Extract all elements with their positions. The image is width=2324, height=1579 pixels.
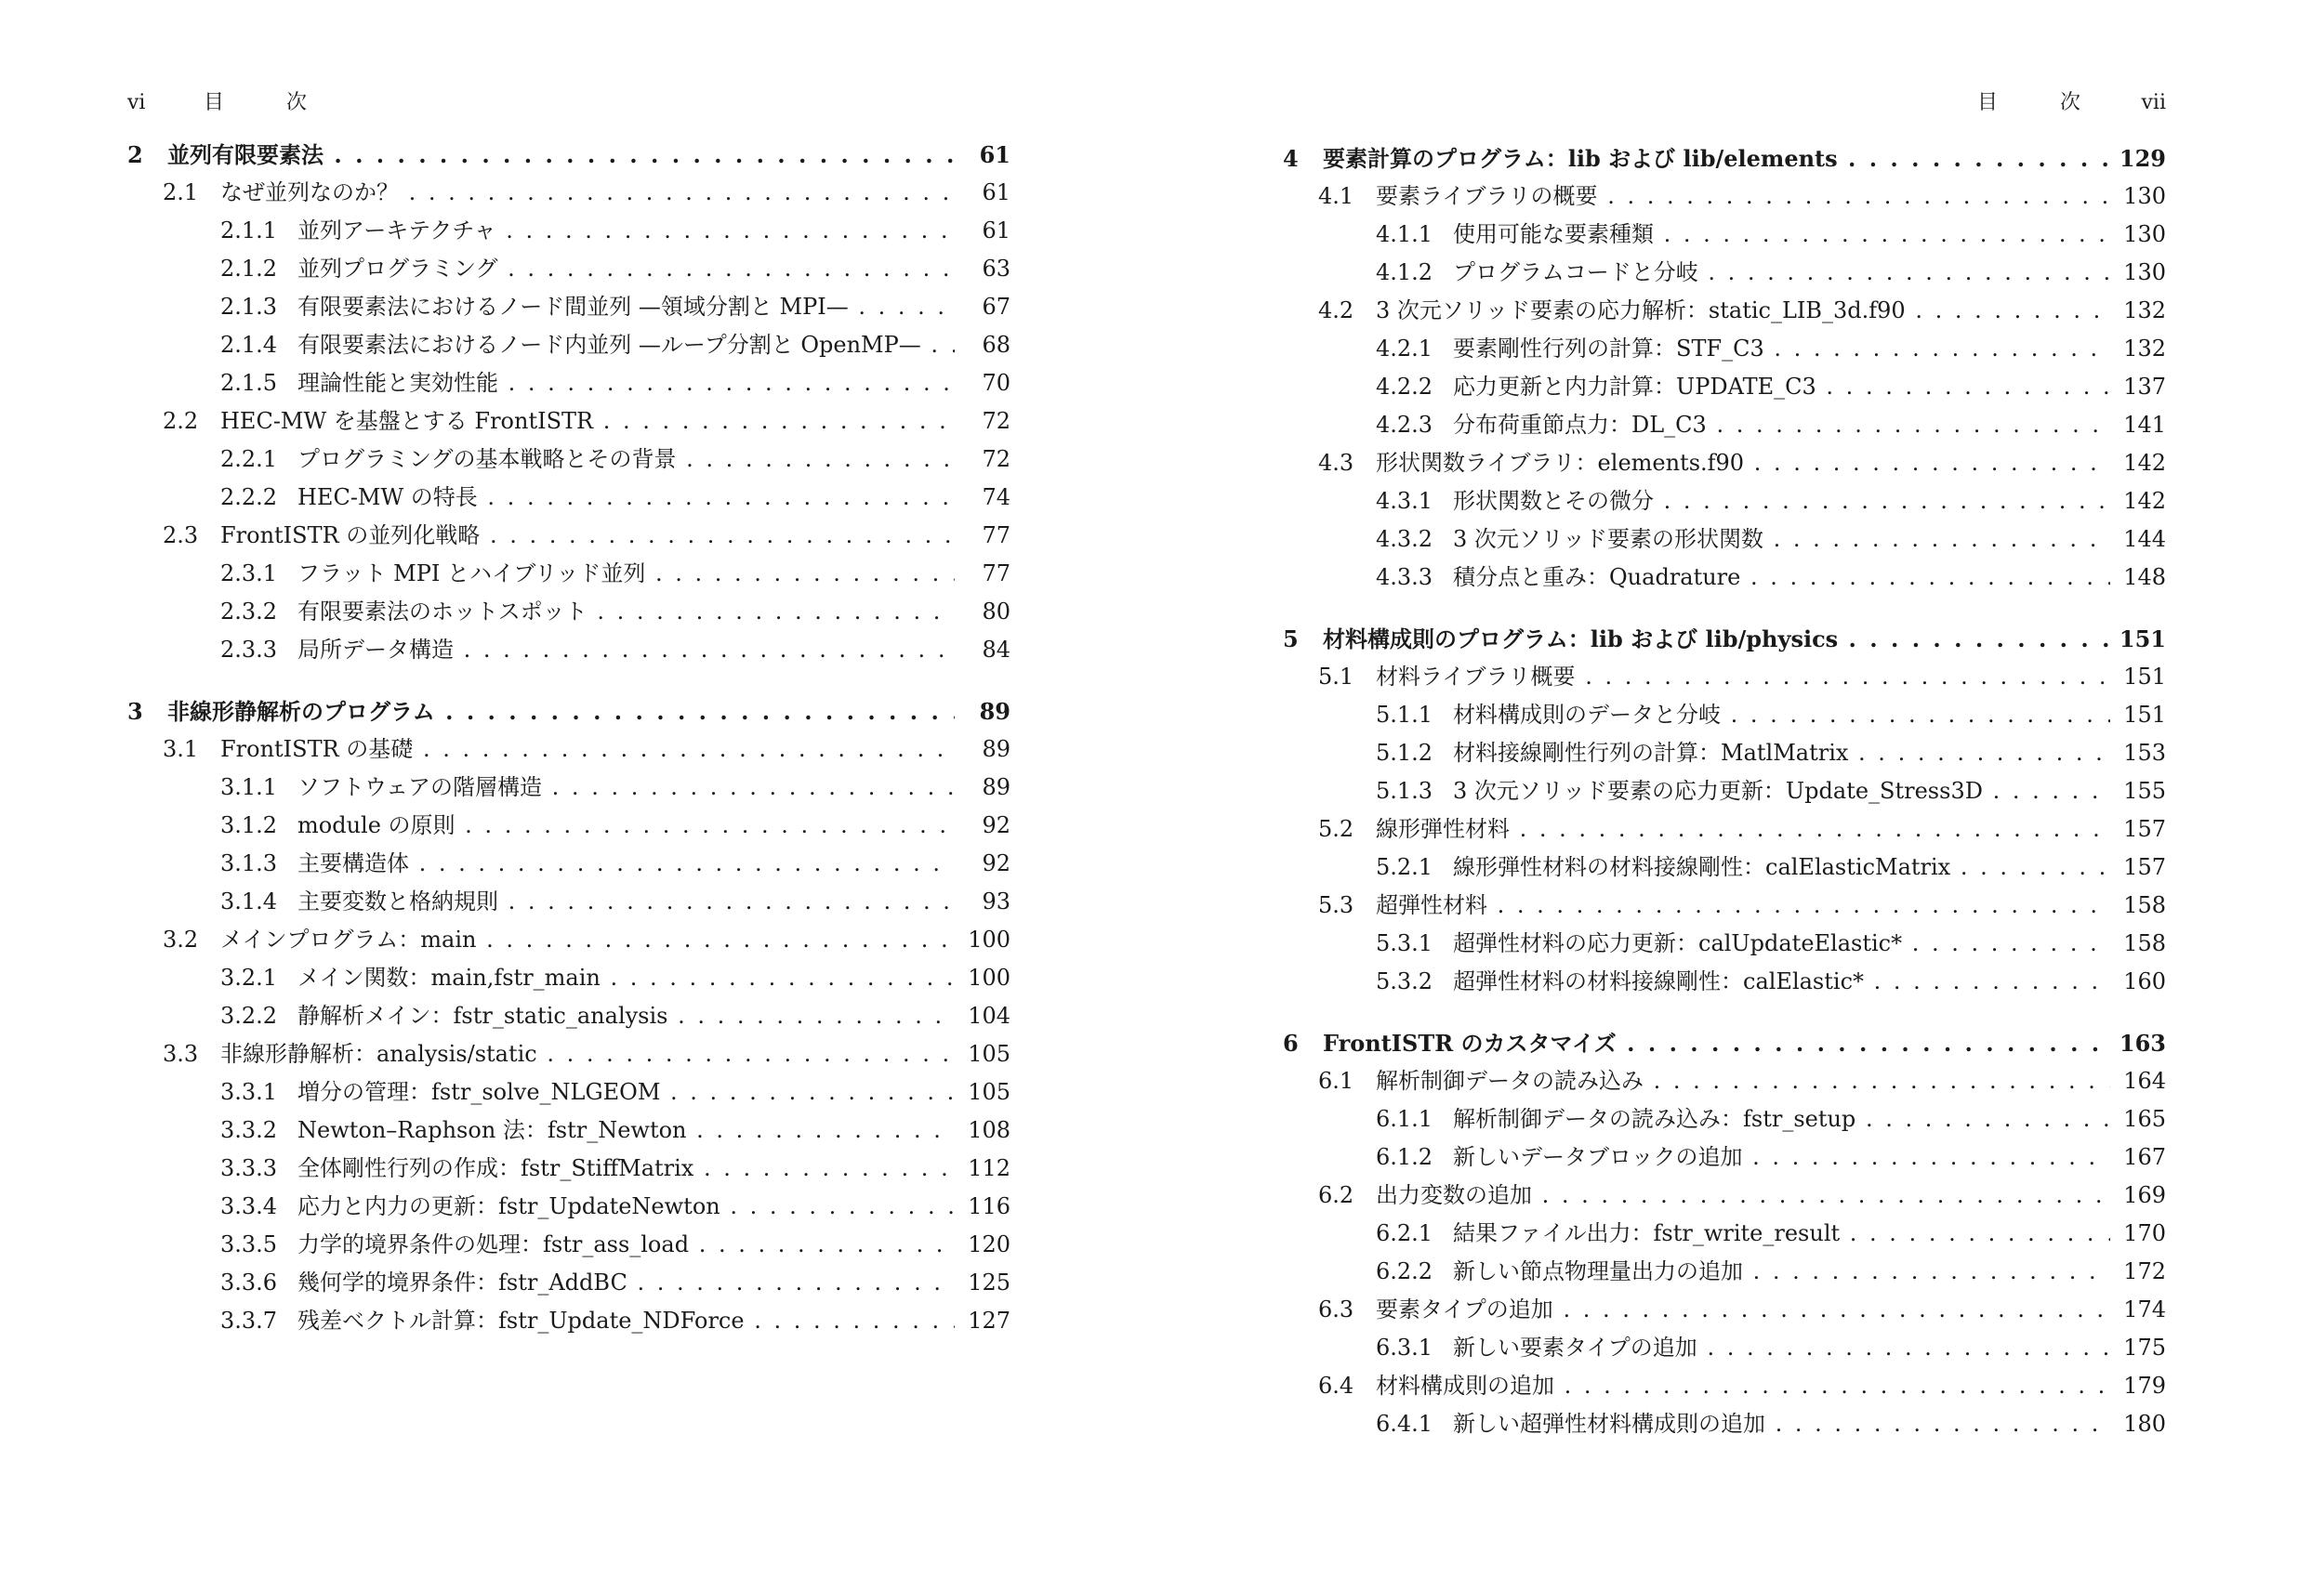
toc-number: 6.1.1 <box>1376 1106 1433 1132</box>
toc-number: 3.1.2 <box>220 812 278 838</box>
toc-title: 積分点と重み：Quadrature . . . <box>1453 559 2129 597</box>
toc-entry-section[interactable] <box>127 174 1010 212</box>
toc-title: 並列アーキテクチャ . . . <box>297 212 973 250</box>
toc-entry-subsection[interactable] <box>1283 1253 2166 1291</box>
toc-entry-chapter[interactable] <box>127 136 1010 174</box>
toc-number: 6.2.2 <box>1376 1258 1433 1284</box>
toc-page-number: 92 <box>955 845 1010 883</box>
toc-page-number: 158 <box>2110 887 2166 925</box>
page-folio: vi <box>127 91 146 114</box>
toc-entry-subsection[interactable] <box>1283 216 2166 254</box>
toc-page-number: 77 <box>955 517 1010 555</box>
toc-entry-section[interactable] <box>1283 658 2166 696</box>
toc-title: 形状関数とその微分 . . . <box>1453 482 2129 520</box>
toc-title: 要素ライブラリの概要 . . . <box>1376 178 2129 216</box>
toc-page-number: 151 <box>2110 658 2166 696</box>
toc-number: 3.1 <box>163 736 199 762</box>
toc-page-number: 89 <box>955 692 1010 730</box>
toc-entry-subsection[interactable] <box>127 212 1010 250</box>
toc-title: module の原則 . . . <box>297 807 973 845</box>
toc-page-number: 127 <box>955 1302 1010 1340</box>
toc-number: 3.3.5 <box>220 1231 278 1257</box>
toc-title: 超弾性材料の材料接線剛性：calElastic* . . . <box>1453 963 2129 1001</box>
toc-number: 6.3 <box>1318 1296 1354 1322</box>
toc-title: 有限要素法のホットスポット . . . <box>297 593 973 631</box>
toc-title: 超弾性材料 . . . <box>1376 887 2129 925</box>
toc-title: 残差ベクトル計算：fstr_Update_NDForce . . . <box>297 1302 973 1340</box>
toc-entry-section[interactable] <box>127 921 1010 959</box>
toc-page-number: 100 <box>955 959 1010 997</box>
toc-number: 3.2 <box>163 927 199 953</box>
toc-page-number: 74 <box>955 479 1010 517</box>
toc-entry-section[interactable] <box>1283 1177 2166 1215</box>
toc-number: 4.3.2 <box>1376 526 1433 552</box>
toc-entry-subsection[interactable] <box>127 845 1010 883</box>
toc-title: 主要構造体 . . . <box>297 845 973 883</box>
toc-title: 材料構成則のデータと分岐 . . . <box>1453 696 2129 734</box>
toc-entry-subsection[interactable] <box>127 593 1010 631</box>
toc-number: 4.3 <box>1318 450 1354 476</box>
toc-title: Newton–Raphson 法：fstr_Newton . . . <box>297 1112 973 1150</box>
toc-page-number: 67 <box>955 288 1010 326</box>
toc-entry-section[interactable] <box>1283 292 2166 330</box>
toc-page-number: 148 <box>2110 559 2166 597</box>
toc-title: なぜ並列なのか？ . . . <box>220 174 973 212</box>
toc-title: 新しい節点物理量出力の追加 . . . <box>1453 1253 2129 1291</box>
toc-page-number: 63 <box>955 250 1010 288</box>
toc-number: 4.3.1 <box>1376 488 1433 514</box>
toc-entry-subsection[interactable] <box>1283 520 2166 559</box>
toc-entry-subsection[interactable] <box>1283 482 2166 520</box>
toc-title: 幾何学的境界条件：fstr_AddBC . . . <box>297 1264 973 1302</box>
toc-page-number: 157 <box>2110 810 2166 849</box>
toc-title: フラット MPI とハイブリッド並列 . . . <box>297 555 973 593</box>
toc-page-number: 158 <box>2110 925 2166 963</box>
toc-number: 6.1.2 <box>1376 1144 1433 1170</box>
toc-entry-section[interactable] <box>1283 444 2166 482</box>
toc-page-number: 137 <box>2110 368 2166 406</box>
toc-page-number: 132 <box>2110 292 2166 330</box>
toc-title: 材料構成則のプログラム：lib および lib/physics . . . <box>1323 620 2129 658</box>
toc-entry-subsection[interactable] <box>1283 330 2166 368</box>
toc-page-number: 61 <box>955 174 1010 212</box>
toc-title: HEC-MW の特長 . . . <box>297 479 973 517</box>
toc-number: 6.2 <box>1318 1182 1354 1208</box>
toc-title: FrontISTR の並列化戦略 . . . <box>220 517 973 555</box>
toc-list <box>1283 139 2166 1443</box>
toc-title: 非線形静解析：analysis/static . . . <box>220 1035 973 1073</box>
toc-title: 新しいデータブロックの追加 . . . <box>1453 1138 2129 1177</box>
toc-title: 線形弾性材料 . . . <box>1376 810 2129 849</box>
toc-title: 要素剛性行列の計算：STF_C3 . . . <box>1453 330 2129 368</box>
toc-title: 3 次元ソリッド要素の形状関数 . . . <box>1453 520 2129 559</box>
toc-page-number: 180 <box>2110 1405 2166 1443</box>
toc-entry-subsection[interactable] <box>127 1112 1010 1150</box>
toc-title: 材料接線剛性行列の計算：MatlMatrix . . . <box>1453 734 2129 772</box>
toc-number: 5 <box>1283 625 1299 652</box>
toc-page-number: 144 <box>2110 520 2166 559</box>
toc-entry-subsection[interactable] <box>1283 406 2166 444</box>
toc-page-number: 179 <box>2110 1367 2166 1405</box>
toc-page-number: 169 <box>2110 1177 2166 1215</box>
toc-number: 5.2 <box>1318 816 1354 842</box>
toc-page-number: 151 <box>2110 620 2166 658</box>
toc-number: 2.1.3 <box>220 294 278 320</box>
toc-page-number: 142 <box>2110 444 2166 482</box>
toc-page-number: 89 <box>955 730 1010 769</box>
toc-number: 6 <box>1283 1030 1299 1057</box>
toc-title: 非線形静解析のプログラム . . . <box>167 692 973 730</box>
toc-number: 6.2.1 <box>1376 1220 1433 1246</box>
toc-title: 要素タイプの追加 . . . <box>1376 1291 2129 1329</box>
toc-entry-section[interactable] <box>1283 1291 2166 1329</box>
toc-page-number: 141 <box>2110 406 2166 444</box>
toc-number: 4.1 <box>1318 183 1354 209</box>
toc-page-number: 167 <box>2110 1138 2166 1177</box>
toc-page-number: 164 <box>2110 1062 2166 1100</box>
toc-page-number: 160 <box>2110 963 2166 1001</box>
toc-entry-subsection[interactable] <box>127 1073 1010 1112</box>
toc-page-number: 72 <box>955 441 1010 479</box>
toc-number: 2 <box>127 141 143 168</box>
toc-number: 2.1 <box>163 179 199 205</box>
toc-page-number: 108 <box>955 1112 1010 1150</box>
toc-number: 3.3.1 <box>220 1079 278 1105</box>
toc-page-number: 70 <box>955 364 1010 402</box>
toc-entry-chapter[interactable] <box>1283 620 2166 658</box>
toc-number: 5.3 <box>1318 892 1354 918</box>
toc-number: 4.3.3 <box>1376 564 1433 590</box>
toc-entry-section[interactable] <box>127 517 1010 555</box>
toc-number: 3.3.6 <box>220 1270 278 1296</box>
toc-entry-subsection[interactable] <box>127 555 1010 593</box>
toc-number: 2.2.1 <box>220 446 278 472</box>
toc-entry-chapter[interactable] <box>1283 1024 2166 1062</box>
toc-entry-section[interactable] <box>127 402 1010 441</box>
toc-list <box>127 136 1010 1340</box>
toc-number: 6.4.1 <box>1376 1411 1433 1437</box>
toc-entry-subsection[interactable] <box>1283 1405 2166 1443</box>
toc-entry-subsection[interactable] <box>127 479 1010 517</box>
toc-entry-subsection[interactable] <box>1283 696 2166 734</box>
toc-entry-section[interactable] <box>1283 887 2166 925</box>
toc-page-number: 132 <box>2110 330 2166 368</box>
toc-number: 3.3.4 <box>220 1193 278 1219</box>
toc-page-number: 153 <box>2110 734 2166 772</box>
toc-title: 使用可能な要素種類 . . . <box>1453 216 2129 254</box>
toc-entry-subsection[interactable] <box>1283 1329 2166 1367</box>
toc-title: 線形弾性材料の材料接線剛性：calElasticMatrix . . . <box>1453 849 2129 887</box>
toc-number: 2.3.1 <box>220 560 278 586</box>
toc-number: 3.3.7 <box>220 1308 278 1334</box>
toc-page-number: 61 <box>955 212 1010 250</box>
toc-entry-subsection[interactable] <box>1283 1215 2166 1253</box>
toc-page-number: 163 <box>2110 1024 2166 1062</box>
toc-title: 全体剛性行列の作成：fstr_StiffMatrix . . . <box>297 1150 973 1188</box>
toc-page-number: 92 <box>955 807 1010 845</box>
running-title: 目 次 <box>1977 91 2080 114</box>
toc-number: 6.3.1 <box>1376 1335 1433 1361</box>
toc-number: 4.2.3 <box>1376 412 1433 438</box>
toc-title: 並列有限要素法 . . . <box>167 136 973 174</box>
toc-page-number: 104 <box>955 997 1010 1035</box>
toc-page-number: 165 <box>2110 1100 2166 1138</box>
toc-page-number: 130 <box>2110 254 2166 292</box>
toc-entry-subsection[interactable] <box>127 1302 1010 1340</box>
toc-entry-section[interactable] <box>127 1035 1010 1073</box>
toc-page-number: 105 <box>955 1035 1010 1073</box>
toc-page-number: 80 <box>955 593 1010 631</box>
toc-entry-section[interactable] <box>1283 1062 2166 1100</box>
toc-title: 理論性能と実効性能 . . . <box>297 364 973 402</box>
toc-entry-subsection[interactable] <box>127 326 1010 364</box>
toc-number: 4 <box>1283 145 1299 172</box>
toc-page-number: 175 <box>2110 1329 2166 1367</box>
toc-page-number: 93 <box>955 883 1010 921</box>
toc-title: 結果ファイル出力：fstr_write_result . . . <box>1453 1215 2129 1253</box>
toc-number: 4.1.1 <box>1376 221 1433 247</box>
toc-number: 4.2 <box>1318 297 1354 323</box>
toc-title: 材料ライブラリ概要 . . . <box>1376 658 2129 696</box>
toc-number: 3.3.3 <box>220 1155 278 1181</box>
toc-page-number: 112 <box>955 1150 1010 1188</box>
toc-number: 2.3.2 <box>220 599 278 625</box>
page-header <box>1283 89 2166 117</box>
toc-title: 有限要素法におけるノード内並列 —ループ分割と OpenMP— . . . <box>297 326 973 364</box>
toc-title: 局所データ構造 . . . <box>297 631 973 669</box>
toc-title: 応力更新と内力計算：UPDATE_C3 . . . <box>1453 368 2129 406</box>
toc-title: HEC-MW を基盤とする FrontISTR . . . <box>220 402 973 441</box>
toc-number: 2.1.1 <box>220 217 278 243</box>
toc-page-number: 77 <box>955 555 1010 593</box>
toc-number: 2.2 <box>163 408 199 434</box>
toc-page-number: 129 <box>2110 139 2166 178</box>
toc-entry-subsection[interactable] <box>127 1264 1010 1302</box>
toc-entry-subsection[interactable] <box>1283 772 2166 810</box>
toc-number: 2.3 <box>163 522 199 548</box>
toc-title: 新しい超弾性材料構成則の追加 . . . <box>1453 1405 2129 1443</box>
toc-page-number: 155 <box>2110 772 2166 810</box>
toc-entry-subsection[interactable] <box>1283 925 2166 963</box>
toc-title: メインプログラム：main . . . <box>220 921 973 959</box>
toc-page-number: 142 <box>2110 482 2166 520</box>
toc-entry-subsection[interactable] <box>1283 963 2166 1001</box>
toc-number: 6.4 <box>1318 1373 1354 1399</box>
toc-entry-section[interactable] <box>127 730 1010 769</box>
toc-title: 新しい要素タイプの追加 . . . <box>1453 1329 2129 1367</box>
toc-entry-subsection[interactable] <box>127 1226 1010 1264</box>
toc-number: 4.2.2 <box>1376 374 1433 400</box>
toc-number: 3.3 <box>163 1041 199 1067</box>
toc-title: 増分の管理：fstr_solve_NLGEOM . . . <box>297 1073 973 1112</box>
toc-entry-subsection[interactable] <box>127 250 1010 288</box>
toc-page-number: 157 <box>2110 849 2166 887</box>
toc-number: 3 <box>127 698 143 725</box>
toc-entry-subsection[interactable] <box>127 1188 1010 1226</box>
toc-page-number: 130 <box>2110 216 2166 254</box>
running-title: 目 次 <box>204 91 307 114</box>
toc-number: 3.1.4 <box>220 888 278 915</box>
toc-page-number: 130 <box>2110 178 2166 216</box>
toc-entry-subsection[interactable] <box>127 959 1010 997</box>
toc-title: 静解析メイン：fstr_static_analysis . . . <box>297 997 973 1035</box>
toc-title: 要素計算のプログラム：lib および lib/elements . . . <box>1323 139 2129 178</box>
toc-page-number: 174 <box>2110 1291 2166 1329</box>
toc-title: 材料構成則の追加 . . . <box>1376 1367 2129 1405</box>
toc-entry-subsection[interactable] <box>1283 1138 2166 1177</box>
toc-entry-subsection[interactable] <box>1283 368 2166 406</box>
toc-entry-subsection[interactable] <box>127 631 1010 669</box>
toc-title: 出力変数の追加 . . . <box>1376 1177 2129 1215</box>
toc-number: 5.1.2 <box>1376 740 1433 766</box>
toc-title: FrontISTR の基礎 . . . <box>220 730 973 769</box>
toc-number: 4.1.2 <box>1376 259 1433 285</box>
toc-title: 解析制御データの読み込み：fstr_setup . . . <box>1453 1100 2129 1138</box>
toc-entry-subsection[interactable] <box>127 769 1010 807</box>
toc-page-number: 170 <box>2110 1215 2166 1253</box>
toc-entry-subsection[interactable] <box>127 288 1010 326</box>
toc-entry-subsection[interactable] <box>127 997 1010 1035</box>
toc-page-number: 72 <box>955 402 1010 441</box>
toc-page-number: 61 <box>955 136 1010 174</box>
toc-number: 5.3.2 <box>1376 968 1433 994</box>
toc-number: 2.1.5 <box>220 370 278 396</box>
toc-number: 5.1.1 <box>1376 702 1433 728</box>
toc-title: 3 次元ソリッド要素の応力更新：Update_Stress3D . . . <box>1453 772 2129 810</box>
toc-title: プログラミングの基本戦略とその背景 . . . <box>297 441 973 479</box>
toc-entry-subsection[interactable] <box>1283 559 2166 597</box>
toc-number: 3.3.2 <box>220 1117 278 1143</box>
toc-title: プログラムコードと分岐 . . . <box>1453 254 2129 292</box>
toc-page-number: 172 <box>2110 1253 2166 1291</box>
toc-title: 分布荷重節点力：DL_C3 . . . <box>1453 406 2129 444</box>
toc-title: FrontISTR のカスタマイズ . . . <box>1323 1024 2129 1062</box>
toc-number: 2.1.4 <box>220 332 278 358</box>
toc-title: 解析制御データの読み込み . . . <box>1376 1062 2129 1100</box>
toc-entry-section[interactable] <box>1283 178 2166 216</box>
toc-title: 超弾性材料の応力更新：calUpdateElastic* . . . <box>1453 925 2129 963</box>
toc-title: 力学的境界条件の処理：fstr_ass_load . . . <box>297 1226 973 1264</box>
toc-page-number: 105 <box>955 1073 1010 1112</box>
toc-title: 3 次元ソリッド要素の応力解析：static_LIB_3d.f90 . . . <box>1376 292 2129 330</box>
toc-entry-subsection[interactable] <box>127 1150 1010 1188</box>
toc-number: 3.1.3 <box>220 850 278 876</box>
toc-number: 2.3.3 <box>220 637 278 663</box>
toc-page-number: 84 <box>955 631 1010 669</box>
toc-title: ソフトウェアの階層構造 . . . <box>297 769 973 807</box>
toc-number: 4.2.1 <box>1376 336 1433 362</box>
toc-page-number: 125 <box>955 1264 1010 1302</box>
toc-title: 応力と内力の更新：fstr_UpdateNewton . . . <box>297 1188 973 1226</box>
toc-title: 有限要素法におけるノード間並列 —領域分割と MPI— . . . <box>297 288 973 326</box>
toc-title: メイン関数：main,fstr_main . . . <box>297 959 973 997</box>
toc-number: 6.1 <box>1318 1068 1354 1094</box>
toc-entry-subsection[interactable] <box>127 807 1010 845</box>
toc-title: 形状関数ライブラリ：elements.f90 . . . <box>1376 444 2129 482</box>
toc-page-number: 151 <box>2110 696 2166 734</box>
toc-number: 3.2.1 <box>220 965 278 991</box>
toc-title: 並列プログラミング . . . <box>297 250 973 288</box>
toc-number: 2.1.2 <box>220 256 278 282</box>
toc-page-number: 100 <box>955 921 1010 959</box>
toc-entry-subsection[interactable] <box>127 364 1010 402</box>
toc-number: 5.2.1 <box>1376 854 1433 880</box>
toc-number: 2.2.2 <box>220 484 278 510</box>
toc-page-number: 120 <box>955 1226 1010 1264</box>
toc-entry-subsection[interactable] <box>1283 849 2166 887</box>
toc-page-number: 68 <box>955 326 1010 364</box>
toc-page-number: 116 <box>955 1188 1010 1226</box>
toc-entry-subsection[interactable] <box>127 883 1010 921</box>
page-folio: vii <box>2141 91 2166 114</box>
toc-entry-subsection[interactable] <box>1283 1100 2166 1138</box>
toc-page-number: 89 <box>955 769 1010 807</box>
toc-entry-section[interactable] <box>1283 1367 2166 1405</box>
toc-number: 3.1.1 <box>220 774 278 800</box>
toc-entry-subsection[interactable] <box>1283 734 2166 772</box>
toc-entry-section[interactable] <box>1283 810 2166 849</box>
toc-number: 5.3.1 <box>1376 930 1433 956</box>
toc-entry-subsection[interactable] <box>127 441 1010 479</box>
toc-entry-subsection[interactable] <box>1283 254 2166 292</box>
toc-entry-chapter[interactable] <box>1283 139 2166 178</box>
toc-number: 5.1.3 <box>1376 778 1433 804</box>
toc-title: 主要変数と格納規則 . . . <box>297 883 973 921</box>
toc-entry-chapter[interactable] <box>127 692 1010 730</box>
toc-number: 5.1 <box>1318 664 1354 690</box>
toc-number: 3.2.2 <box>220 1003 278 1029</box>
page-header <box>127 89 1010 117</box>
